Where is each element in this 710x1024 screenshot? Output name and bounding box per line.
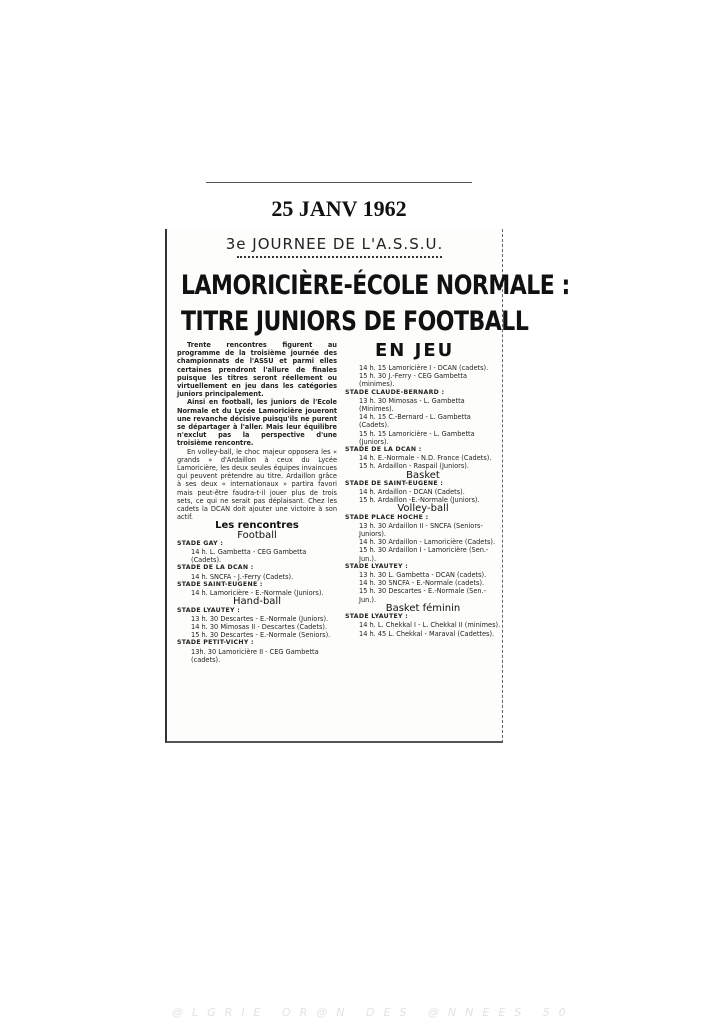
- left-column: [177, 341, 337, 664]
- section-title: Les rencontres: [215, 520, 299, 532]
- match-line: 14 h. L. Gambetta - CEG Gambetta (Cadets).: [191, 548, 307, 565]
- match-line: 15 h. Ardaillon - Raspail (Juniors).: [359, 462, 469, 471]
- watermark: @LGRIE OR@N DES @NNEES 50: [172, 1006, 575, 1019]
- match-line: 14 h. 15 C.-Bernard - L. Gambetta (Cadets).: [359, 413, 471, 430]
- match-line: 13 h. 30 Mimosas - L. Gambetta (Minimes).: [359, 396, 465, 414]
- venue: STADE LYAUTEY :: [345, 562, 409, 570]
- intro-paragraph: En volley-ball, le choc majeur opposera les « grands » d'Ardaillon à ceux du Lycée Lamoricière, les deux seules équipes invaincues qui peuvent prétendre au titre. Ardaillon grâce à ses deux « internationaux » partira favori mais peut-être faudra-t-il jouer plus de trois sets, ce qui ne serait pas déplaisant. Chez les cadets la DCAN doit ajouter une victoire à son actif.: [177, 447, 337, 522]
- headline-line-1: LAMORICIÈRE-ÉCOLE NORMALE :: [181, 271, 570, 301]
- section-title: Hand-ball: [233, 596, 281, 608]
- venue: STADE LYAUTEY :: [177, 606, 241, 614]
- venue: STADE CLAUDE-BERNARD :: [345, 388, 445, 396]
- match-line: 14 h. L. Chekkal I - L. Chekkal II (minimes).: [359, 621, 501, 630]
- match-line: 15 h. 30 Ardaillon I - Lamoricière (Sen.-Jun.).: [359, 546, 489, 563]
- intro-paragraph: Trente rencontres figurent au programme de la troisième journée des championnats de l'ASSU et parmi elles certaines prendront l'allure de finales puisque les titres seront réellement ou virtuellement en jeu dans les catégories juniors principalement.: [177, 341, 337, 399]
- match-line: 13 h. 30 Ardaillon II - SNCFA (Seniors-Juniors).: [359, 521, 483, 539]
- venue: STADE LYAUTEY :: [345, 613, 409, 621]
- right-column: [345, 364, 501, 638]
- section-title: Basket: [406, 469, 440, 481]
- match-line: 14 h. 30 Ardaillon - Lamoricière (Cadets).: [359, 538, 496, 547]
- section-title: Basket féminin: [385, 602, 461, 614]
- venue: STADE DE LA DCAN :: [177, 564, 254, 572]
- headline-line-3: EN JEU: [375, 340, 455, 361]
- match-line: 14 h. 30 Mimosas II - Descartes (Cadets).: [191, 622, 328, 631]
- match-line: 15 h. 15 Lamoricière - L. Gambetta (Juniors).: [359, 429, 475, 446]
- match-line: 15 h. 30 Descartes - E.-Normale (Sen.-Jun.).: [359, 587, 487, 604]
- match-line: 14 h. E.-Normale - N.D. France (Cadets).: [359, 454, 492, 463]
- match-line: 14 h. Lamoricière - E.-Normale (Juniors).: [191, 589, 324, 598]
- intro-paragraph: Ainsi en football, les juniors de l'Ecole Normale et du Lycée Lamoricière joueront une revanche décisive puisqu'ils ne purent se départager à l'aller. Mais leur équilibre n'exclut pas la perspective d'une troisième rencontre.: [177, 398, 337, 448]
- match-line: 15 h. 30 Descartes - E.-Normale (Seniors).: [191, 631, 331, 640]
- kicker: 3e JOURNEE DE L'A.S.S.U.: [225, 235, 444, 253]
- kicker-rule: [237, 256, 442, 258]
- match-line: 14 h. SNCFA - J.-Ferry (Cadets).: [191, 572, 294, 581]
- match-line: 14 h. 45 L. Chekkal - Maraval (Cadettes).: [359, 629, 495, 638]
- match-line: 15 h. Ardaillon -E.-Normale (Juniors).: [359, 496, 480, 505]
- match-line: 14 h. Ardaillon - DCAN (Cadets).: [359, 488, 465, 497]
- venue: STADE GAY :: [177, 539, 224, 547]
- match-line: 13h. 30 Lamoricière II - CEG Gambetta (cadets).: [191, 647, 319, 664]
- venue: STADE SAINT-EUGENE :: [177, 580, 263, 588]
- venue: STADE PETIT-VICHY :: [177, 639, 254, 647]
- section-title: Football: [237, 529, 277, 541]
- headline-line-2: TITRE JUNIORS DE FOOTBALL: [181, 307, 529, 337]
- stamp-date: 25 JANV 1962: [271, 196, 407, 221]
- match-line: 14 h. 30 SNCFA - E.-Normale (cadets).: [359, 579, 485, 588]
- match-line: 13 h. 30 Descartes - E.-Normale (Juniors).: [191, 614, 329, 623]
- newspaper-clipping: [165, 229, 570, 743]
- top-rule: [206, 182, 472, 183]
- venue: STADE DE LA DCAN :: [345, 446, 422, 454]
- section-title: Volley-ball: [397, 503, 449, 515]
- venue: STADE DE SAINT-EUGENE :: [345, 479, 444, 487]
- venue: STADE PLACE HOCHE :: [345, 513, 429, 521]
- match-line: 15 h. 30 J.-Ferry - CEG Gambetta (minimes).: [359, 372, 468, 389]
- match-line: 14 h. 15 Lamoricière I - DCAN (cadets).: [359, 364, 489, 372]
- match-line: 13 h. 30 L. Gambetta - DCAN (cadets).: [359, 571, 487, 580]
